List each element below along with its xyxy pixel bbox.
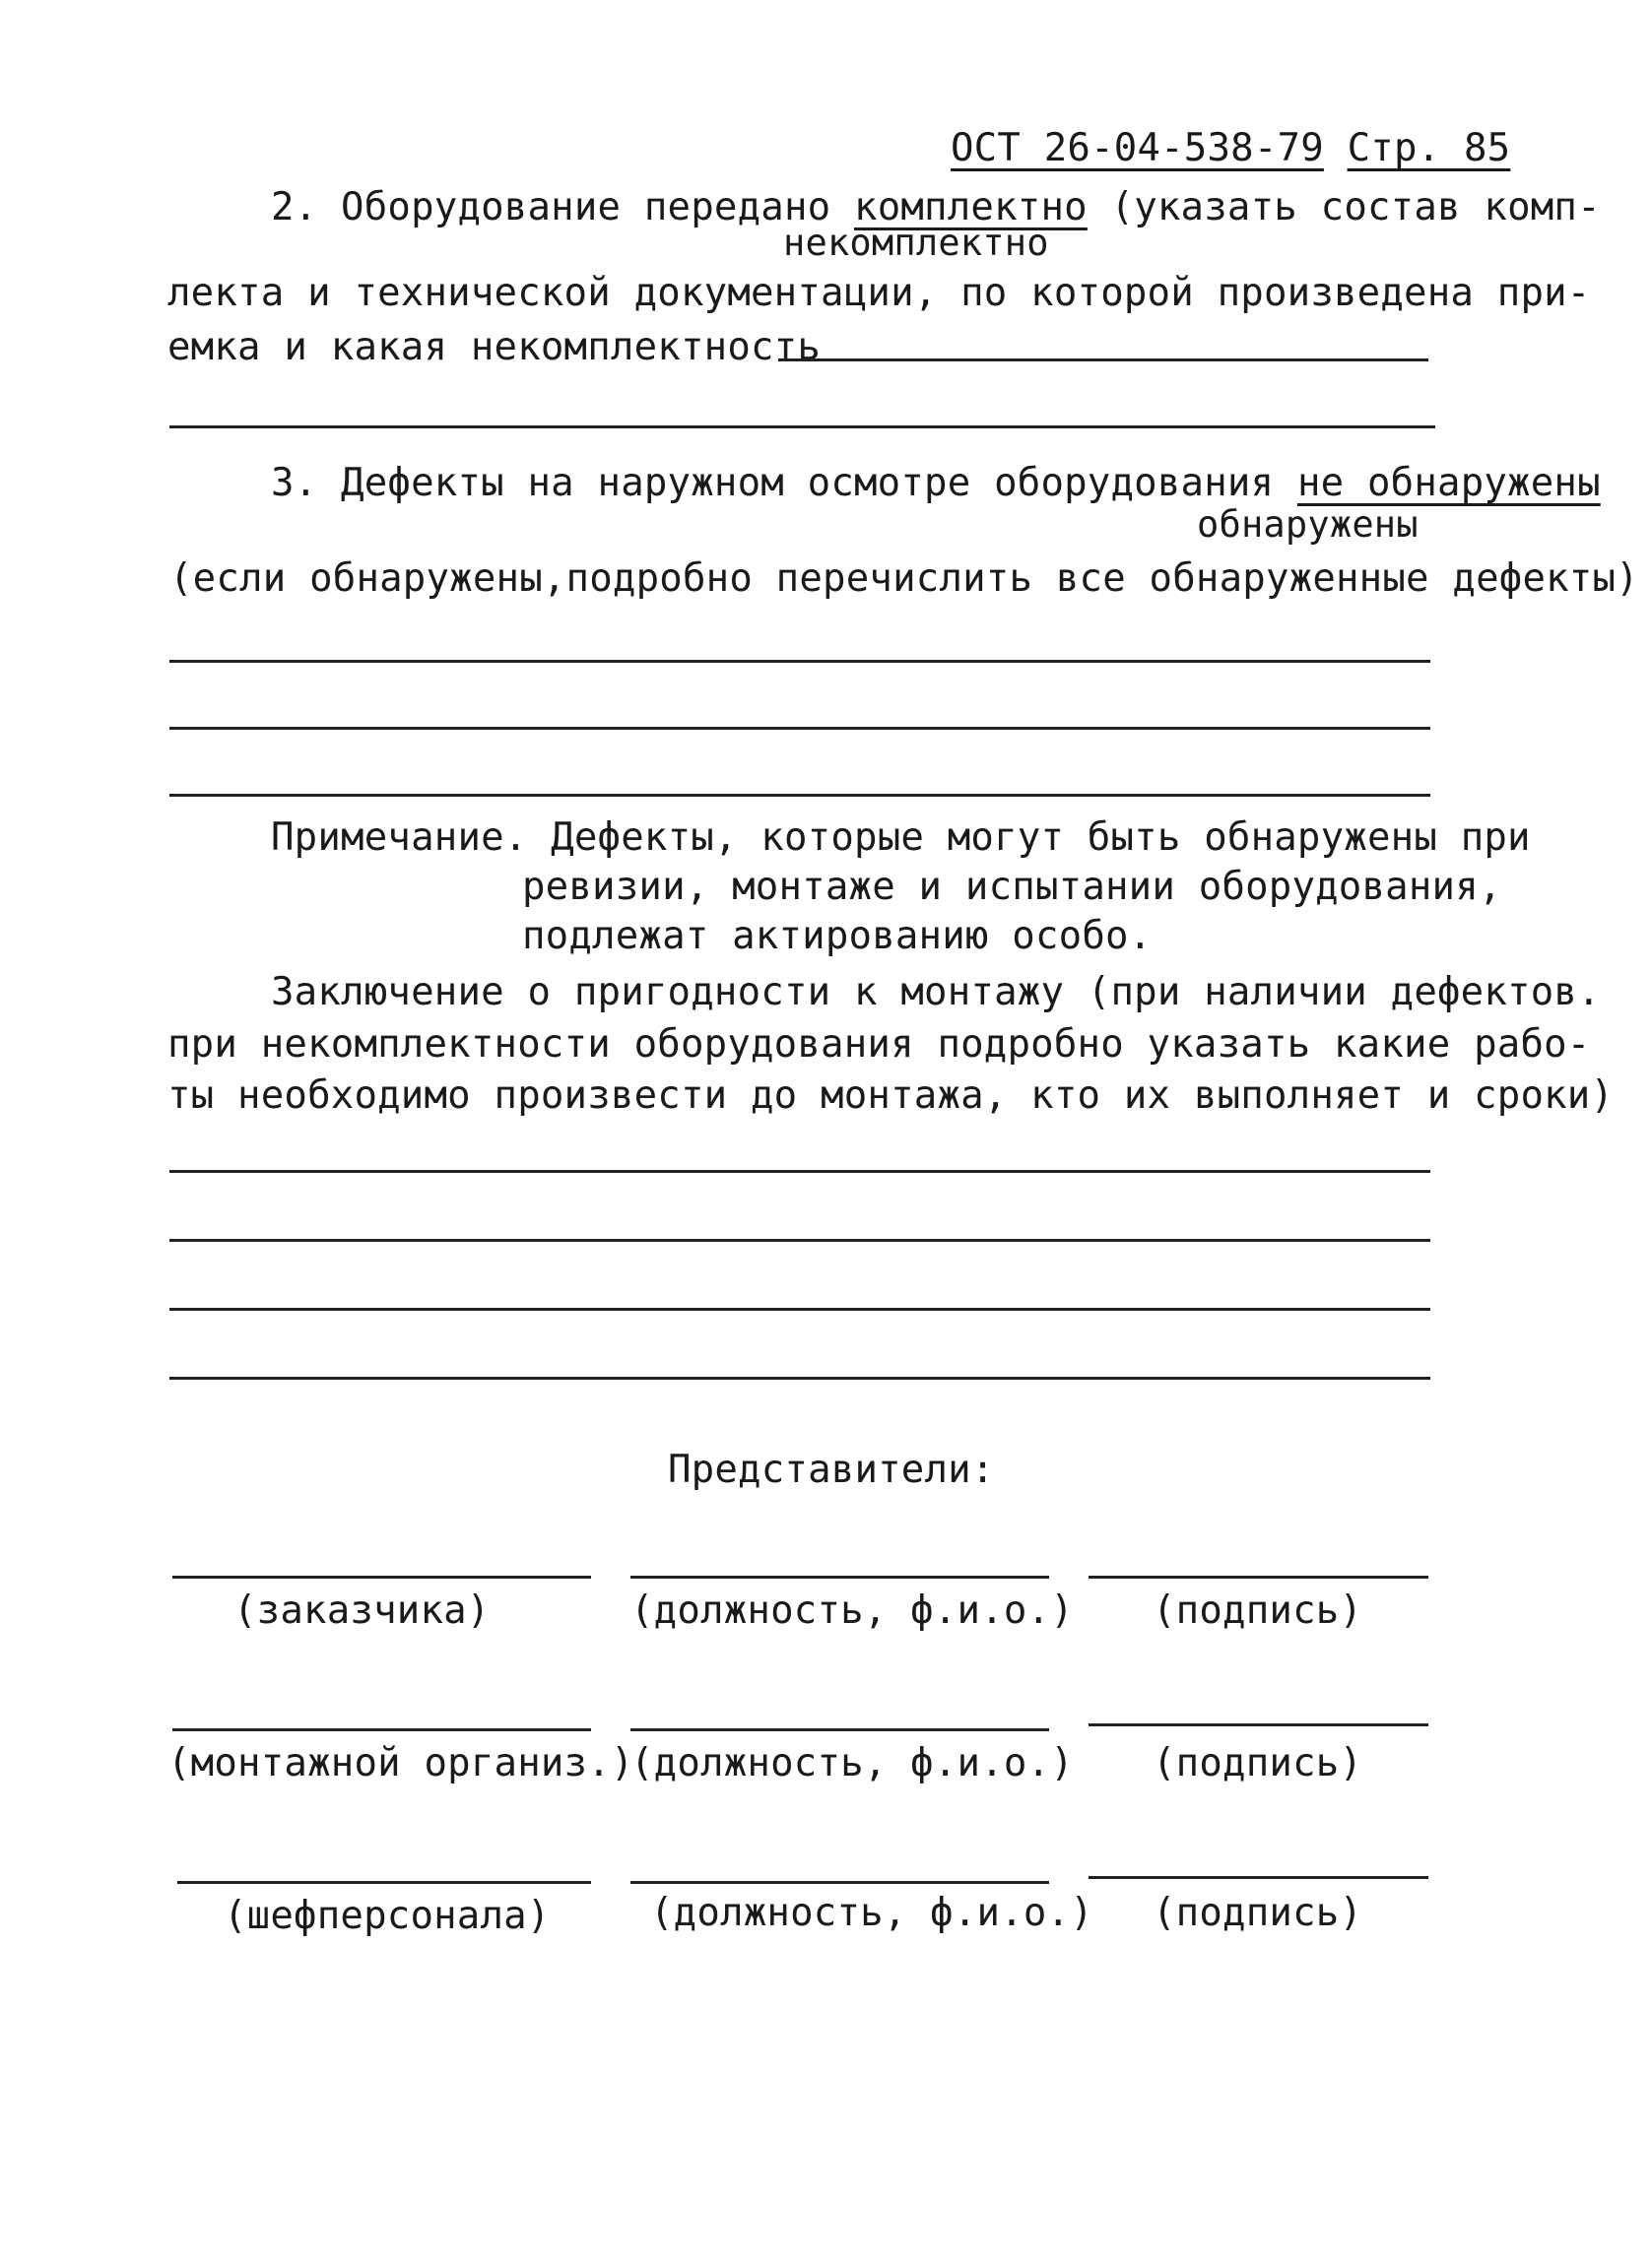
item3-line1: [271, 461, 1601, 506]
signature-line: [630, 1728, 1049, 1731]
signature-line: [172, 1576, 591, 1579]
conclusion-line2: при некомплектности оборудования подробно указать какие рабо-: [167, 1022, 1591, 1067]
role-supervision: (шефперсонала): [224, 1894, 551, 1938]
signature-line: [630, 1881, 1049, 1884]
role-customer: (заказчика): [233, 1588, 491, 1633]
fill-line: [169, 1377, 1430, 1380]
option-not-found: не обнаружены: [1296, 461, 1601, 505]
document-code: [951, 126, 1510, 171]
page-number: Стр. 85: [1347, 126, 1511, 170]
position-caption: (должность, ф.и.о.): [650, 1891, 1093, 1935]
option-complete: комплектно: [854, 185, 1088, 229]
item2-prefix: 2. Оборудование передано: [271, 185, 831, 229]
item3-line2: (если обнаружены,подробно перечислить все обнаруженные дефекты): [169, 556, 1639, 601]
fill-line: [169, 727, 1430, 730]
role-installer: (монтажной организ.): [167, 1741, 634, 1785]
signature-line: [1089, 1876, 1428, 1879]
conclusion-line1: Заключение о пригодности к монтажу (при наличии дефектов.: [271, 970, 1601, 1014]
fill-line: [169, 794, 1430, 797]
fill-line: [169, 1239, 1430, 1242]
fill-line: [169, 660, 1430, 663]
note-line3: подлежат актированию особо.: [522, 914, 1153, 958]
fill-line: [778, 358, 1428, 361]
note-line2: ревизии, монтаже и испытании оборудования,: [522, 865, 1502, 909]
signature-line: [172, 1728, 591, 1731]
signature-line: [630, 1576, 1049, 1579]
signature-caption: (подпись): [1153, 1588, 1363, 1633]
signature-caption: (подпись): [1153, 1891, 1363, 1935]
option-incomplete: некомплектно: [783, 222, 1049, 264]
note-text-1: Дефекты, которые могут быть обнаружены при: [551, 815, 1531, 860]
signature-line: [1089, 1723, 1428, 1726]
signature-line: [177, 1881, 591, 1884]
signature-line: [1089, 1576, 1428, 1579]
item3-prefix: 3. Дефекты на наружном осмотре оборудования: [271, 461, 1275, 505]
option-found: обнаружены: [1197, 503, 1419, 546]
note-line1: [271, 815, 1531, 861]
conclusion-line3: ты необходимо произвести до монтажа, кто их выполняет и сроки): [167, 1073, 1615, 1118]
standard-number: ОСТ 26-04-538-79: [951, 126, 1324, 170]
note-label: Примечание.: [271, 815, 528, 860]
position-caption: (должность, ф.и.о.): [630, 1588, 1074, 1633]
fill-line: [169, 425, 1435, 428]
signature-caption: (подпись): [1153, 1741, 1363, 1785]
item2-line2: лекта и технической документации, по которой произведена при-: [167, 271, 1591, 315]
fill-line: [169, 1308, 1430, 1311]
fill-line: [169, 1170, 1430, 1173]
position-caption: (должность, ф.и.о.): [630, 1741, 1074, 1785]
item2-line3: емка и какая некомплектность: [167, 325, 822, 369]
item2-suffix: (указать состав комп-: [1110, 185, 1601, 229]
representatives-title: Представители:: [668, 1448, 995, 1492]
